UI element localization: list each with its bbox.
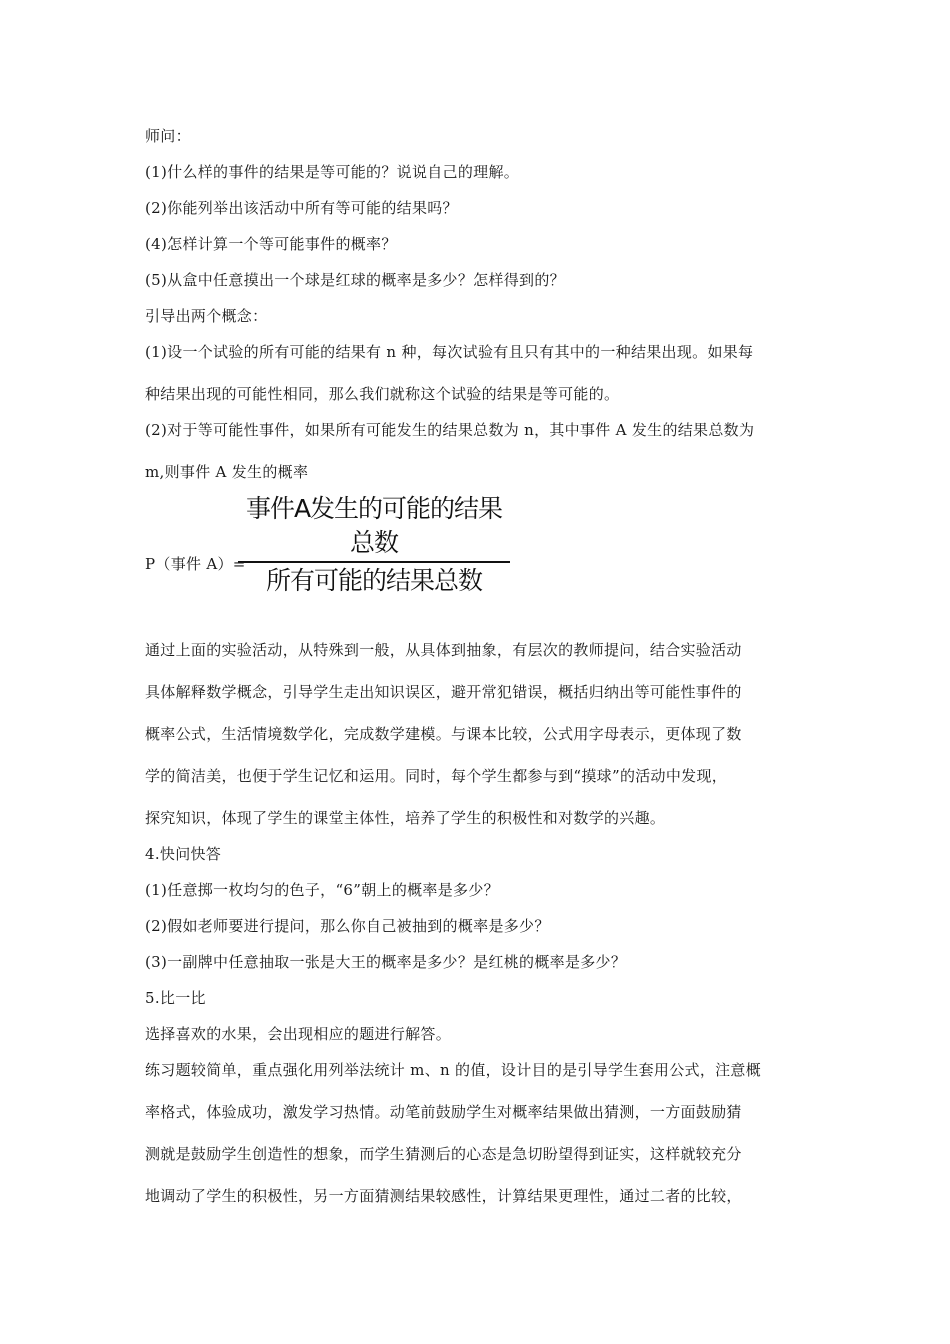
fraction-denominator: 所有可能的结果总数 xyxy=(265,566,482,595)
section-heading: 4.快问快答 xyxy=(145,845,222,863)
text-line: 探究知识，体现了学生的课堂主体性，培养了学生的积极性和对数学的兴趣。 xyxy=(145,809,666,827)
text-line: (1)什么样的事件的结果是等可能的？说说自己的理解。 xyxy=(145,163,520,181)
text-line: 通过上面的实验活动，从特殊到一般，从具体到抽象，有层次的教师提问，结合实验活动 xyxy=(145,641,742,659)
text-line: 选择喜欢的水果，会出现相应的题进行解答。 xyxy=(145,1025,452,1043)
text-line: (5)从盒中任意摸出一个球是红球的概率是多少？怎样得到的？ xyxy=(145,271,565,289)
text-line: (2)假如老师要进行提问，那么你自己被抽到的概率是多少？ xyxy=(145,917,550,935)
text-line: 概率公式，生活情境数学化，完成数学建模。与课本比较，公式用字母表示，更体现了数 xyxy=(145,725,742,743)
text-line: 练习题较简单，重点强化用列举法统计 m、n 的值，设计目的是引导学生套用公式，注意概 xyxy=(145,1061,762,1079)
section-heading: 5.比一比 xyxy=(145,989,206,1007)
text-line: 种结果出现的可能性相同，那么我们就称这个试验的结果是等可能的。 xyxy=(145,385,620,403)
formula-lhs: P（事件 A）= xyxy=(145,555,246,573)
text-line: (2)你能列举出该活动中所有等可能的结果吗？ xyxy=(145,199,458,217)
text-line: m,则事件 A 发生的概率 xyxy=(145,463,309,481)
text-line: 具体解释数学概念，引导学生走出知识误区，避开常犯错误，概括归纳出等可能性事件的 xyxy=(145,683,742,701)
fraction-bar xyxy=(238,561,510,563)
text-line: 师问： xyxy=(145,127,191,145)
text-line: (2)对于等可能性事件，如果所有可能发生的结果总数为 n，其中事件 A 发生的结果总数为 xyxy=(145,421,755,439)
text-line: (1)任意掷一枚均匀的色子，“6”朝上的概率是多少？ xyxy=(145,881,499,899)
text-line: 测就是鼓励学生创造性的想象，而学生猜测后的心态是急切盼望得到证实，这样就较充分 xyxy=(145,1145,742,1163)
text-line: 学的简洁美，也便于学生记忆和运用。同时，每个学生都参与到“摸球”的活动中发现， xyxy=(145,767,728,785)
probability-fraction xyxy=(238,492,510,598)
text-line: (4)怎样计算一个等可能事件的概率？ xyxy=(145,235,397,253)
fraction-numerator: 事件A发生的可能的结果总数 xyxy=(245,494,503,557)
text-line: 引导出两个概念： xyxy=(145,307,268,325)
text-line: 地调动了学生的积极性，另一方面猜测结果较感性，计算结果更理性，通过二者的比较， xyxy=(145,1187,742,1205)
text-line: 率格式，体验成功，激发学习热情。动笔前鼓励学生对概率结果做出猜测，一方面鼓励猜 xyxy=(145,1103,742,1121)
text-line: (1)设一个试验的所有可能的结果有 n 种，每次试验有且只有其中的一种结果出现。如果每 xyxy=(145,343,754,361)
text-line: (3)一副牌中任意抽取一张是大王的概率是多少？是红桃的概率是多少？ xyxy=(145,953,627,971)
